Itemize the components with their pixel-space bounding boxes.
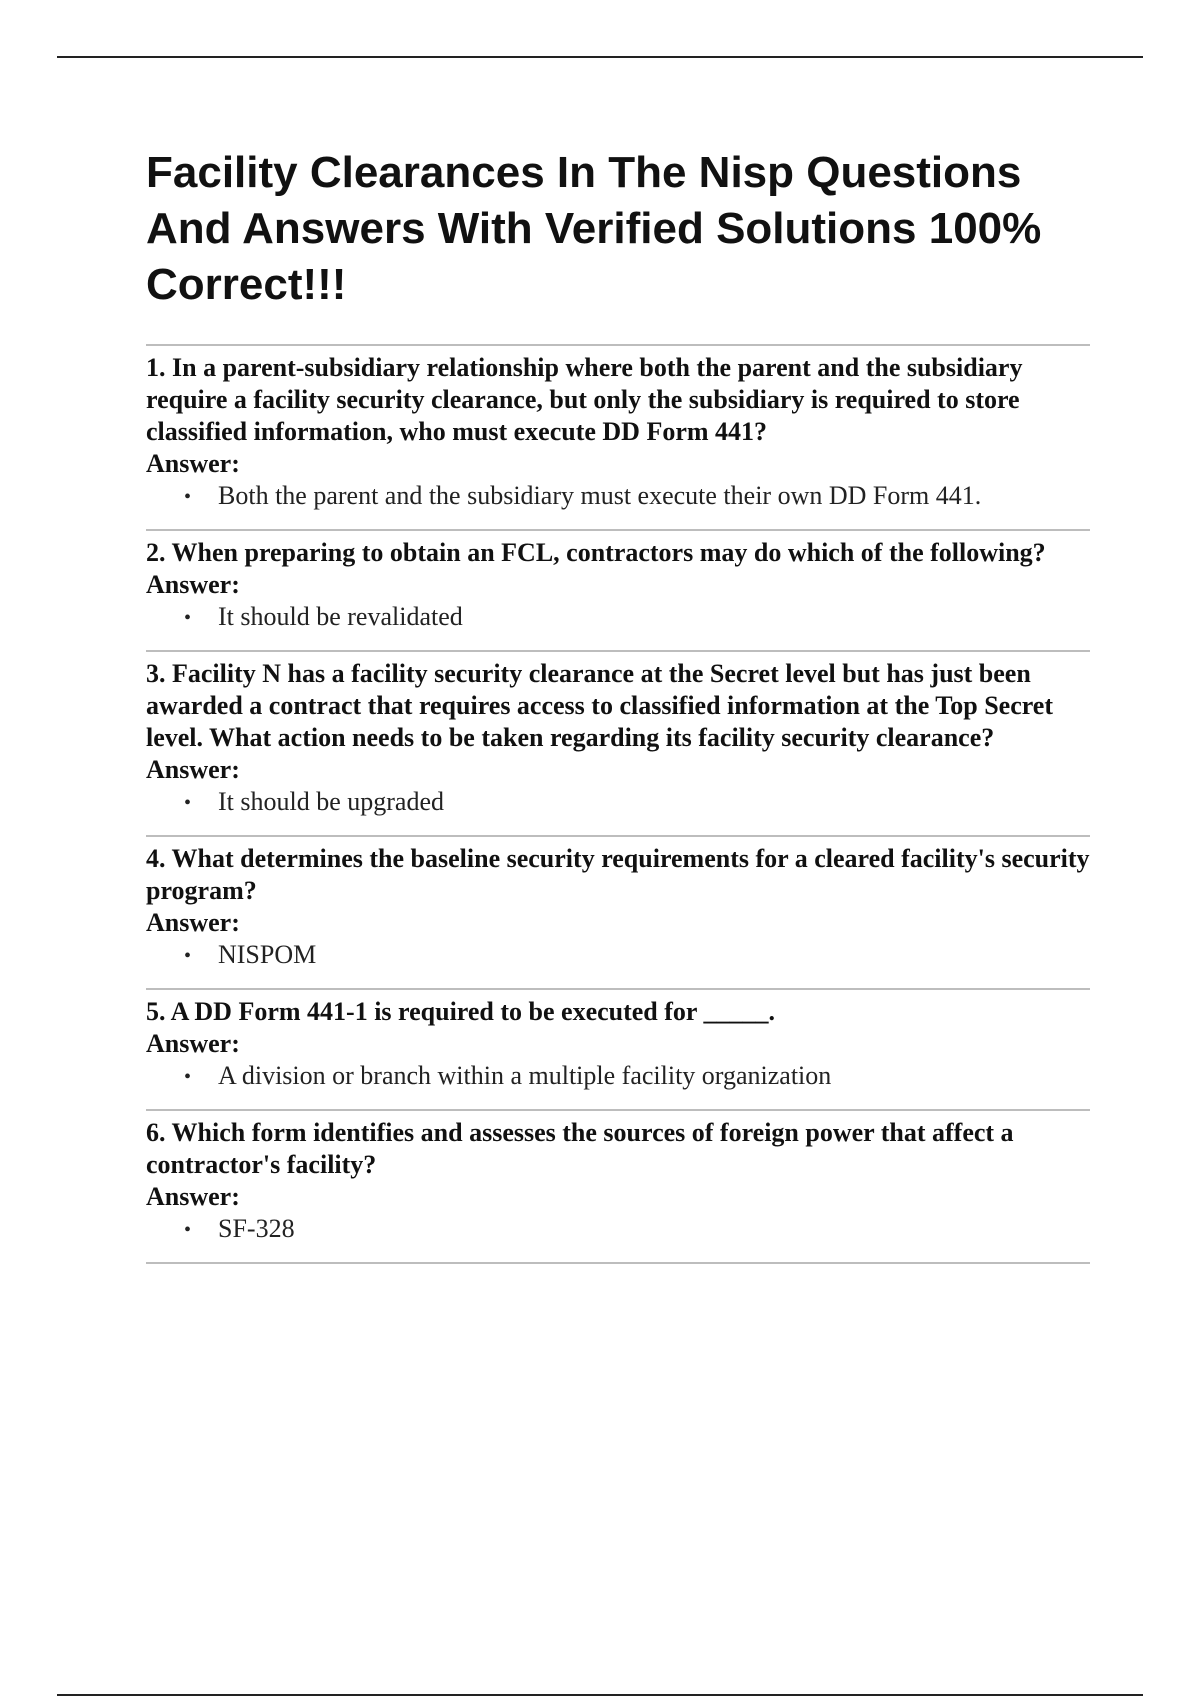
answer-label: Answer:	[146, 570, 240, 599]
answer-list	[146, 1060, 1090, 1092]
question-text: 6. Which form identifies and assesses the sources of foreign power that affect a contractor's facility?	[146, 1118, 1014, 1179]
bullet-icon: •	[184, 607, 192, 629]
question-text: 2. When preparing to obtain an FCL, contractors may do which of the following?	[146, 538, 1046, 567]
bullet-icon: •	[184, 945, 192, 967]
qa-item-5	[146, 988, 1090, 1109]
answer-list	[146, 480, 1090, 512]
bottom-page-rule	[57, 1694, 1143, 1696]
question-text: 5. A DD Form 441-1 is required to be executed for _____.	[146, 997, 775, 1026]
answer-text: A division or branch within a multiple facility organization	[218, 1061, 832, 1090]
answer-text: It should be upgraded	[218, 787, 445, 816]
answer-label: Answer:	[146, 1182, 240, 1211]
answer-label: Answer:	[146, 1029, 240, 1058]
qa-list	[146, 344, 1090, 1264]
question-text: 3. Facility N has a facility security clearance at the Secret level but has just been awarded a contract that requires access to classified information at the Top Secret level. What action needs to be taken regarding its facility security clearance?	[146, 659, 1054, 752]
qa-item-2	[146, 529, 1090, 650]
answer-item	[146, 480, 1090, 512]
answer-label: Answer:	[146, 755, 240, 784]
answer-item	[146, 601, 1090, 633]
question-text: 1. In a parent-subsidiary relationship where both the parent and the subsidiary require a facility security clearance, but only the subsidiary is required to store classified information, who must execute DD Form 441?	[146, 353, 1023, 446]
answer-text: SF-328	[218, 1214, 295, 1243]
qa-item-4	[146, 835, 1090, 988]
qa-item-1	[146, 344, 1090, 529]
answer-label: Answer:	[146, 449, 240, 478]
qa-item-3	[146, 650, 1090, 835]
document-title: Facility Clearances In The Nisp Questions And Answers With Verified Solutions 100% Correct!!!	[146, 148, 1042, 309]
answer-label: Answer:	[146, 908, 240, 937]
answer-list	[146, 786, 1090, 818]
qa-item-6	[146, 1109, 1090, 1264]
answer-text: NISPOM	[218, 940, 317, 969]
answer-text: It should be revalidated	[218, 602, 463, 631]
answer-text: Both the parent and the subsidiary must execute their own DD Form 441.	[218, 481, 982, 510]
answer-list	[146, 601, 1090, 633]
answer-item	[146, 1213, 1090, 1245]
answer-item	[146, 1060, 1090, 1092]
answer-item	[146, 786, 1090, 818]
bullet-icon: •	[184, 792, 192, 814]
answer-list	[146, 939, 1090, 971]
bullet-icon: •	[184, 486, 192, 508]
answer-list	[146, 1213, 1090, 1245]
question-text: 4. What determines the baseline security requirements for a cleared facility's security program?	[146, 844, 1090, 905]
bullet-icon: •	[184, 1219, 192, 1241]
top-page-rule	[57, 56, 1143, 58]
document-body	[146, 145, 1090, 1264]
answer-item	[146, 939, 1090, 971]
bullet-icon: •	[184, 1066, 192, 1088]
